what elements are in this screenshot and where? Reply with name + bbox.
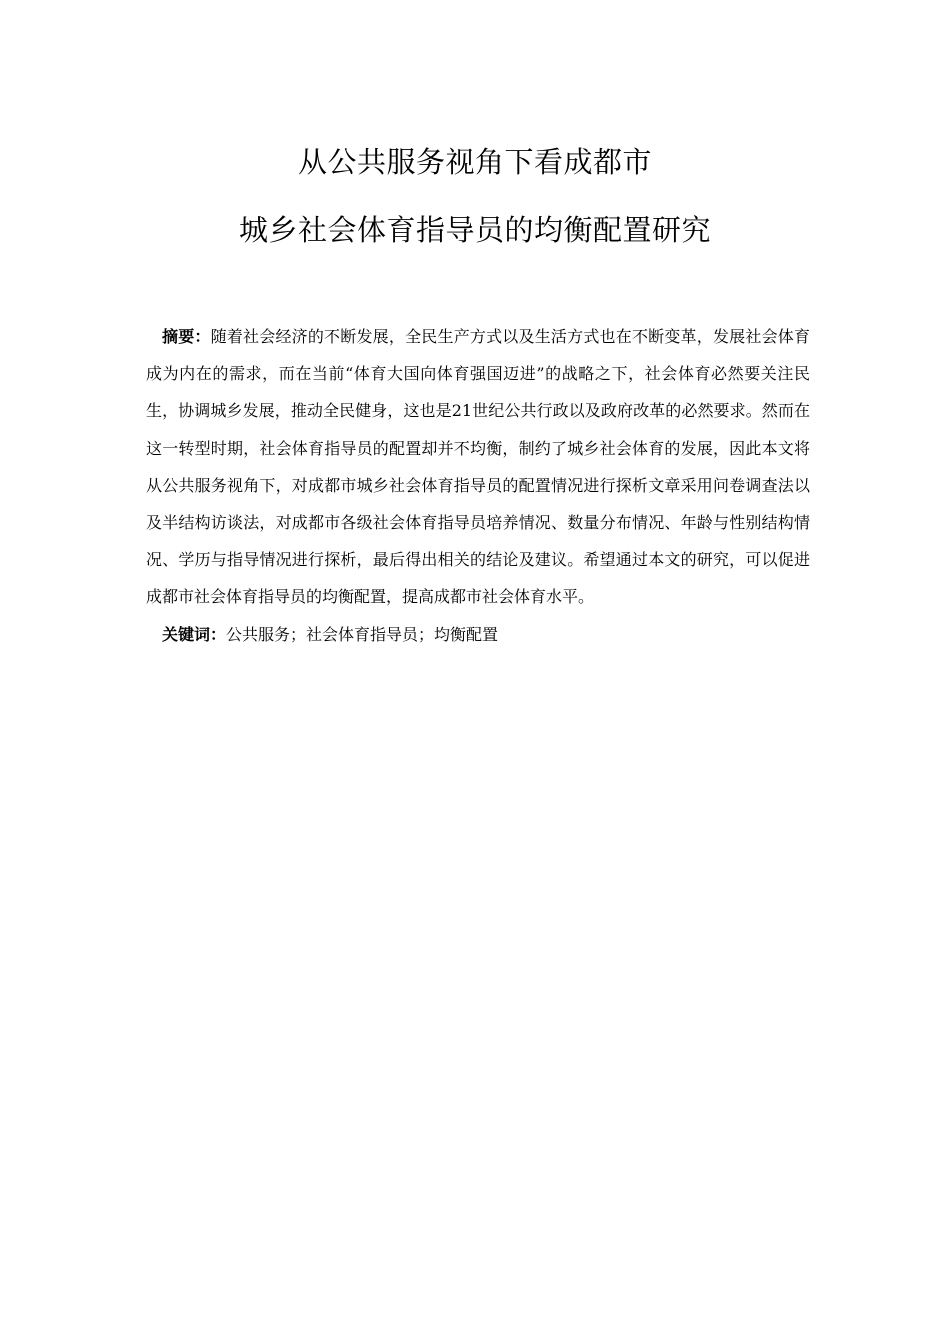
abstract-label: 摘要： — [162, 327, 211, 346]
title-line-2: 城乡社会体育指导员的均衡配置研究 — [238, 213, 711, 247]
keywords-text: 公共服务；社会体育指导员；均衡配置 — [226, 624, 499, 644]
keywords-label: 关键词： — [162, 624, 227, 644]
keywords-paragraph — [146, 616, 810, 653]
title-line-1: 从公共服务视角下看成都市 — [297, 145, 652, 179]
abstract-paragraph — [146, 318, 810, 616]
abstract-section — [146, 318, 810, 653]
abstract-text: 随着社会经济的不断发展，全民生产方式以及生活方式也在不断变革，发展社会体育成为内在的需求，而在当前“体育大国向体育强国迈进”的战略之下，社会体育必然要关注民生，协调城乡发展，推动全民健身，这也是21世纪公共行政以及政府改革的必然要求。然而在这一转型时期，社会体育指导员的配置却并不均衡，制约了城乡社会体育的发展，因此本文将从公共服务视角下，对成都市城乡社会体育指导员的配置情况进行探析文章采用问卷调查法以及半结构访谈法，对成都市各级社会体育指导员培养情况、数量分布情况、年龄与性别结构情况、学历与指导情况进行探析，最后得出相关的结论及建议。希望通过本文的研究，可以促进成都市社会体育指导员的均衡配置，提高成都市社会体育水平。 — [146, 327, 810, 607]
paper-title — [0, 128, 950, 264]
